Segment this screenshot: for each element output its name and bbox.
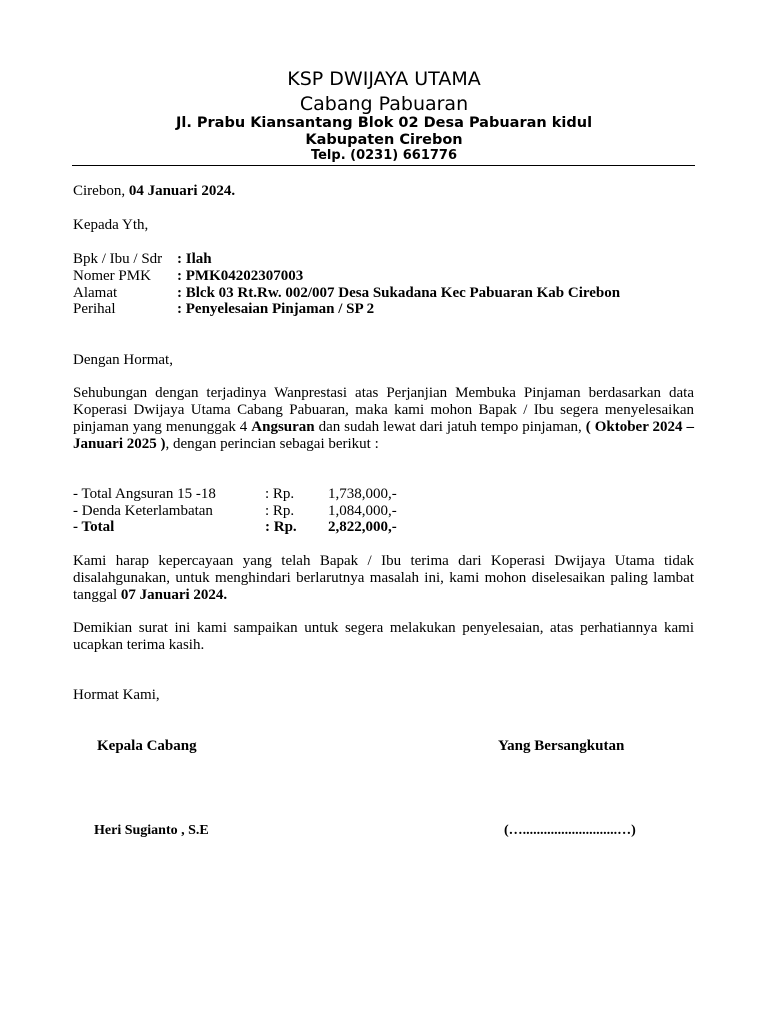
signature-name-left: Heri Sugianto , S.E xyxy=(94,823,209,838)
deadline-date: 07 Januari 2024. xyxy=(120,587,228,603)
greeting: Dengan Hormat, xyxy=(73,352,173,368)
detail-amount-installments: 1,738,000,- xyxy=(328,486,397,502)
address-line-1: Jl. Prabu Kiansantang Blok 02 Desa Pabuaran kidul xyxy=(175,115,593,131)
recipient-value-name: : Ilah xyxy=(177,251,212,267)
phone-line: Telp. (0231) 661776 xyxy=(310,148,458,163)
paragraph-closing: Demikian surat ini kami sampaikan untuk segera melakukan penyelesaian, atas perhatiannya kami ucapkan terima kasih. xyxy=(73,620,694,653)
signature-title-left: Kepala Cabang xyxy=(97,738,197,754)
date-place: Cirebon, xyxy=(73,183,129,199)
detail-rp-total: : Rp. xyxy=(265,519,297,535)
detail-label-installments: - Total Angsuran 15 -18 xyxy=(73,486,216,502)
signature-title-right: Yang Bersangkutan xyxy=(498,738,625,754)
signature-name-right: (…...........................…) xyxy=(504,823,636,838)
header-divider xyxy=(72,165,695,166)
recipient-value-subject: : Penyelesaian Pinjaman / SP 2 xyxy=(177,301,375,317)
closing-salutation: Hormat Kami, xyxy=(73,687,160,703)
branch-name: Cabang Pabuaran xyxy=(299,93,469,115)
org-name: KSP DWIJAYA UTAMA xyxy=(287,68,481,90)
paragraph-trust-text: Kami harap kepercayaan yang telah Bapak / Ibu terima dari Koperasi Dwijaya Utama tidak disalahgunakan, untuk menghindari berlarutnya masalah ini, kami mohon diselesaikan paling lambat tanggal xyxy=(73,553,694,603)
recipient-value-pmk: : PMK04202307003 xyxy=(177,268,304,284)
paragraph-intro-text-3: , dengan perincian sebagai berikut : xyxy=(165,436,379,452)
recipient-label-address: Alamat xyxy=(73,285,118,301)
detail-label-penalty: - Denda Keterlambatan xyxy=(73,503,213,519)
recipient-value-address: : Blck 03 Rt.Rw. 002/007 Desa Sukadana Kec Pabuaran Kab Cirebon xyxy=(177,285,621,301)
address-line-2: Kabupaten Cirebon xyxy=(305,132,463,148)
detail-amount-penalty: 1,084,000,- xyxy=(328,503,397,519)
paragraph-trust xyxy=(73,553,694,604)
recipient-label-subject: Perihal xyxy=(73,301,116,317)
paragraph-intro-text-2: dan sudah lewat dari jatuh tempo pinjaman, xyxy=(314,419,586,435)
detail-rp-penalty: : Rp. xyxy=(265,503,295,519)
paragraph-intro xyxy=(73,385,694,453)
recipient-intro: Kepada Yth, xyxy=(73,217,149,233)
recipient-label-name: Bpk / Ibu / Sdr xyxy=(73,251,163,267)
detail-amount-total: 2,822,000,- xyxy=(328,519,397,535)
detail-label-total: - Total xyxy=(73,519,115,535)
detail-rp-installments: : Rp. xyxy=(265,486,295,502)
paragraph-intro-text-1: Sehubungan dengan terjadinya Wanprestasi atas Perjanjian Membuka Pinjaman berdasarkan data Koperasi Dwijaya Utama Cabang Pabuaran, maka kami mohon Bapak / Ibu segera menyelesaikan pinjaman yang menunggak 4 xyxy=(73,385,694,435)
date-value: 04 Januari 2024. xyxy=(128,183,236,199)
recipient-label-pmk: Nomer PMK xyxy=(73,268,151,284)
installment-word: Angsuran xyxy=(251,419,315,435)
letter-date xyxy=(73,183,235,200)
overdue-period: ( Oktober 2024 – Januari 2025 ) xyxy=(73,419,694,452)
